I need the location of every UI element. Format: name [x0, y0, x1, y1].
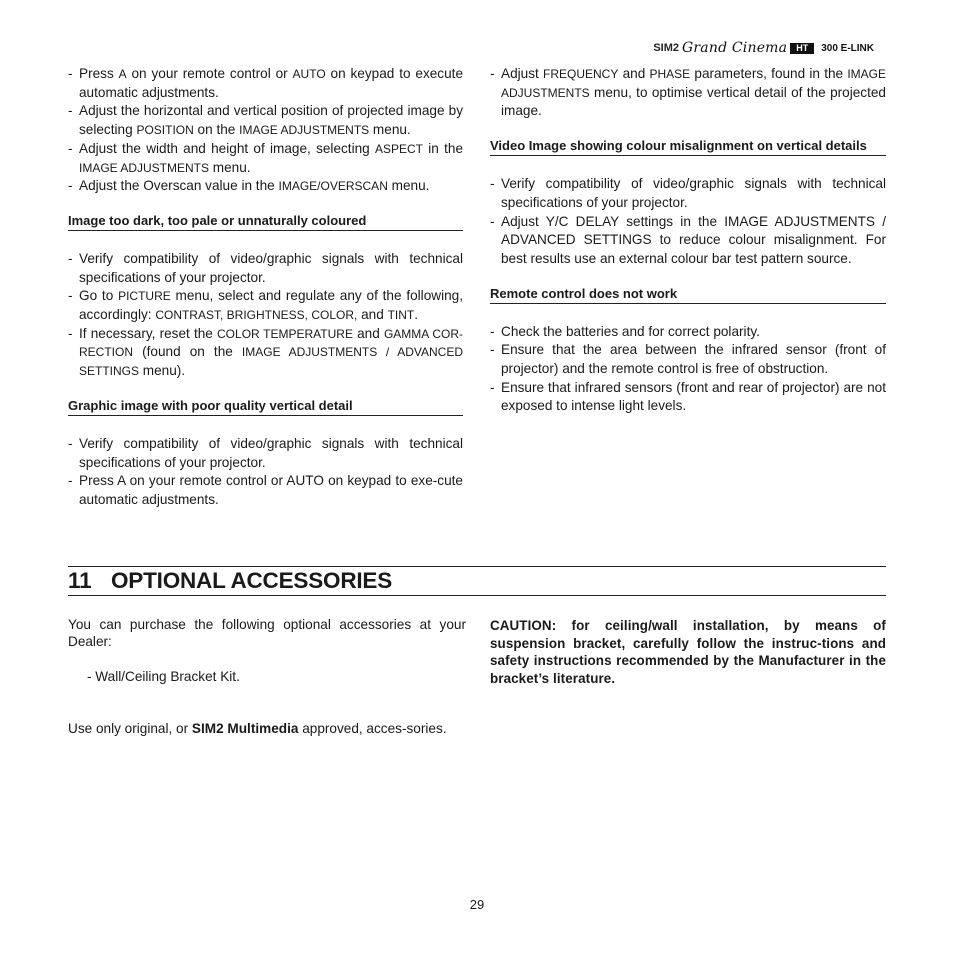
menu-term: GAMMA COR-RECTION [79, 326, 463, 360]
list-item [490, 65, 886, 121]
bullet-dash: - [68, 140, 73, 156]
item-text: menu. [387, 178, 430, 194]
section-title: OPTIONAL ACCESSORIES [111, 568, 393, 593]
item-text: parameters, found in the [690, 66, 848, 81]
menu-term: IMAGE ADJUSTMENTS / ADVANCED SETTINGS [79, 345, 463, 379]
page-number: 29 [469, 897, 485, 912]
menu-term: TINT [387, 308, 415, 323]
menu-term: FREQUENCY [543, 67, 619, 81]
item-text: Adjust the Overscan value in the [79, 178, 279, 194]
item-text: . [414, 307, 419, 323]
bullet-dash: - [490, 342, 495, 358]
accessories-intro: You can purchase the following optional accessories at your Dealer: [68, 617, 466, 649]
item-text: If necessary, reset the [79, 325, 218, 341]
item-text: Go to [79, 288, 119, 304]
list-item [68, 140, 463, 177]
bullet-dash: - [68, 250, 73, 266]
menu-term: CONTRAST, BRIGHTNESS, COLOR, [155, 308, 358, 323]
image-too-dark-list [68, 250, 463, 381]
note-text-end: approved, acces-sories. [298, 721, 447, 736]
left-column [68, 65, 463, 510]
caution-note: CAUTION: for ceiling/wall installation, by means of suspension bracket, carefully follow the instruc-tions and safety instructions recommended by the Manufacturer in the bracket’s literature. [490, 618, 886, 686]
remote-control-list [490, 323, 886, 417]
menu-term: COLOR TEMPERATURE [217, 326, 353, 341]
bullet-dash: - [490, 213, 495, 229]
item-text: Verify compatibility of video/graphic signals with technical specifications of your projector. [79, 250, 463, 285]
bullet-dash: - [68, 66, 73, 81]
heading-image-too-dark: Image too dark, too pale or unnaturally coloured [68, 213, 463, 231]
section-number: 11 [68, 568, 92, 593]
bullet-dash: - [68, 473, 73, 489]
bullet-dash: - [68, 178, 73, 194]
bullet-dash: - [68, 435, 73, 451]
list-item [68, 287, 463, 324]
accessory-item: - Wall/Ceiling Bracket Kit. [87, 669, 240, 684]
running-header [653, 40, 874, 56]
bullet-dash: - [490, 323, 495, 339]
video-image-list [490, 175, 886, 269]
heading-graphic-image: Graphic image with poor quality vertical detail [68, 398, 463, 416]
item-text: Press A on your remote control or AUTO on keypad to exe-cute automatic adjustments. [79, 473, 463, 507]
brand-script-logo: Grand Cinema [682, 40, 788, 56]
heading-remote-control: Remote control does not work [490, 286, 886, 304]
section-title-bar [68, 566, 886, 596]
item-text: Adjust the horizontal and vertical position of projected image by selecting [79, 103, 463, 138]
item-text: Adjust the width and height of image, selecting [79, 140, 375, 156]
ht-badge: HT [790, 43, 814, 54]
item-text: (found on the [133, 344, 242, 360]
item-text: menu. [209, 159, 251, 175]
menu-term: AUTO [292, 67, 326, 81]
list-item [490, 341, 886, 378]
menu-term: PHASE [649, 67, 691, 81]
accessories-note [68, 720, 466, 737]
list-item [68, 435, 463, 472]
right-column [490, 65, 886, 416]
menu-term: IMAGE ADJUSTMENTS [501, 67, 887, 100]
model-name: 300 E-LINK [821, 42, 874, 54]
item-text: and [352, 325, 384, 341]
item-text: menu). [139, 363, 186, 379]
list-item [490, 213, 886, 269]
bullet-dash: - [490, 176, 495, 192]
menu-term: POSITION [136, 123, 194, 138]
menu-term: ASPECT [375, 141, 424, 156]
item-text: Adjust [501, 66, 544, 81]
graphic-image-list [68, 435, 463, 510]
bullet-dash: - [68, 288, 73, 304]
right-intro-list [490, 65, 886, 121]
item-text: Press [79, 66, 119, 81]
list-item [68, 65, 463, 102]
list-item [68, 102, 463, 139]
list-item [68, 325, 463, 381]
note-text-start: Use only original, or [68, 721, 192, 736]
heading-video-image: Video Image showing colour misalignment on vertical details [490, 138, 886, 156]
menu-term: PICTURE [118, 289, 171, 304]
item-text: menu. [369, 122, 411, 138]
item-text: Verify compatibility of video/graphic signals with technical specifications of your projector. [501, 176, 886, 210]
item-text: and [618, 66, 650, 81]
list-item [68, 472, 463, 509]
bullet-dash: - [490, 379, 495, 395]
item-text: Verify compatibility of video/graphic signals with technical specifications of your projector. [79, 435, 463, 470]
item-text: and [357, 307, 388, 323]
bullet-dash: - [68, 103, 73, 119]
menu-term: A [118, 67, 127, 81]
menu-term: IMAGE ADJUSTMENTS [79, 160, 210, 175]
list-item [68, 250, 463, 287]
item-text: menu, select and regulate any of the following, accordingly: [79, 288, 463, 323]
item-text: menu, to optimise vertical detail of the projected image. [501, 84, 886, 119]
list-item [490, 175, 886, 212]
item-text: Ensure that the area between the infrared sensor (front of projector) and the remote control is free of obstruction. [501, 342, 886, 377]
item-text: in the [423, 140, 464, 156]
bullet-dash: - [68, 325, 73, 341]
item-text: on keypad to execute automatic adjustments. [79, 66, 464, 100]
item-text: Adjust Y/C DELAY settings in the IMAGE ADJUSTMENTS / ADVANCED SETTINGS to reduce colour misalignment. For best results use an external colour bar test pattern source. [501, 213, 886, 266]
list-item [68, 177, 463, 196]
menu-term: IMAGE/OVERSCAN [278, 179, 388, 194]
item-text: Check the batteries and for correct polarity. [501, 323, 760, 339]
bullet-dash: - [490, 66, 495, 81]
item-text: on your remote control or [126, 66, 293, 81]
brand-name-bold: SIM2 Multimedia [191, 721, 299, 736]
menu-term: IMAGE ADJUSTMENTS [239, 123, 370, 138]
list-item [490, 323, 886, 342]
brand-name: SIM2 [653, 42, 680, 54]
list-item [490, 379, 886, 416]
item-text: Ensure that infrared sensors (front and rear of projector) are not exposed to intense light levels. [501, 379, 886, 414]
item-text: on the [193, 122, 240, 138]
left-intro-list [68, 65, 463, 196]
